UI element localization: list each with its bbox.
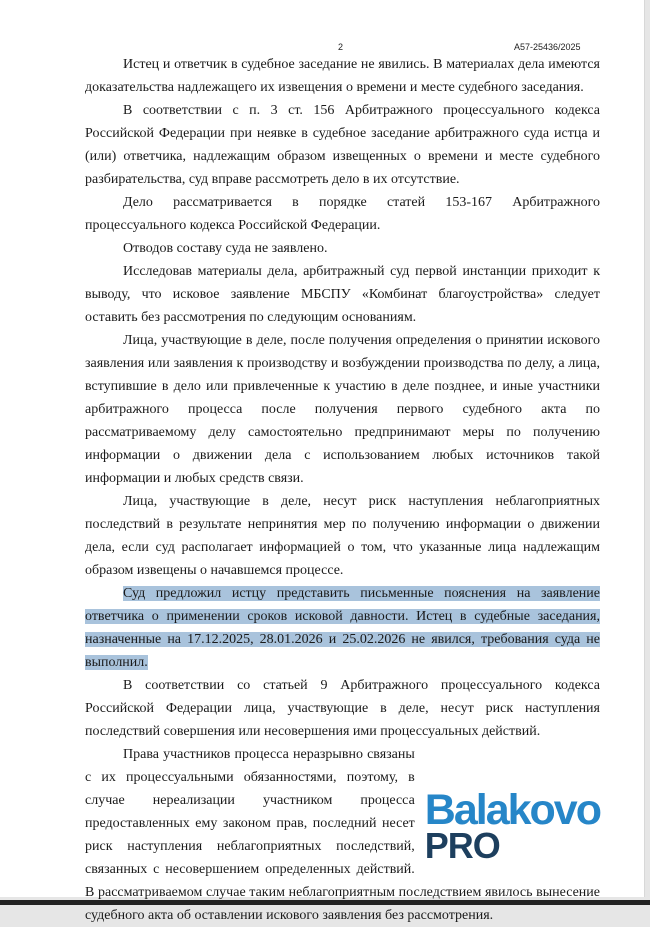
paragraph: Истец и ответчик в судебное заседание не явились. В материалах дела имеются доказательства надлежащего их извещения о времени и месте судебного заседания.: [85, 57, 600, 95]
logo-text-pro: PRO: [424, 825, 500, 866]
paragraph: В соответствии с п. 3 ст. 156 Арбитражного процессуального кодекса Российской Федерации при неявке в судебное заседание арбитражного суда истца и (или) ответчика, надлежащим образом извещенных о времени и месте судебного разбирательства, суд вправе рассмотреть дело в их отсутствие.: [85, 103, 600, 187]
paragraph: Исследовав материалы дела, арбитражный суд первой инстанции приходит к выводу, что исковое заявление МБСПУ «Комбинат благоустройства» следует оставить без рассмотрения по следующим основаниям.: [85, 264, 600, 325]
bottom-edge: [0, 900, 650, 905]
page-number: 2: [338, 42, 344, 52]
case-number: А57-25436/2025: [514, 42, 581, 52]
document-body: [85, 53, 600, 927]
logo-text-balakovo: Balakovo: [424, 786, 600, 834]
paragraph: В соответствии со статьей 9 Арбитражного процессуального кодекса Российской Федерации лица, участвующие в деле, несут риск наступления последствий совершения или несовершения ими процессуальных действий.: [85, 678, 600, 739]
text-selection[interactable]: Суд предложил истцу представить письменные пояснения на заявление ответчика о применении сроков исковой давности. Истец в судебные заседания, назначенные на 17.12.2025, 28.01.2026 и 25.02.2026 не явился, требования суда не выполнил.: [85, 586, 600, 670]
paragraph-text: Права участников процесса неразрывно связаны с их процессуальными обязанностями, поэтому, в случае нереализации участником процесса предоставленных ему законом прав, последний несет риск наступления неблагоприятных последствий, связанных с несовершением определенных действий. В рассматриваемом случае таким неблагоприятным последствием явилось вынесение судебного акта об оставлении искового заявления без рассмотрения.: [85, 747, 600, 923]
paragraph: Лица, участвующие в деле, после получения определения о принятии искового заявления или заявления к производству и возбуждении производства по делу, а лица, вступившие в дело или привлеченные к участию в деле позднее, и иные участники арбитражного процесса после получения первого судебного акта по рассматриваемому делу самостоятельно предпринимают меры по получению информации о движении дела с использованием любых источников такой информации и любых средств связи.: [85, 333, 600, 486]
watermark-logo: [424, 786, 600, 866]
paragraph: Дело рассматривается в порядке статей 153-167 Арбитражного процессуального кодекса Российской Федерации.: [85, 195, 600, 233]
highlighted-paragraph[interactable]: [85, 582, 600, 674]
paragraph: Отводов составу суда не заявлено.: [123, 241, 328, 256]
paragraph: Лица, участвующие в деле, несут риск наступления неблагоприятных последствий в результате непринятия мер по получению информации о движении дела, если суд располагает информацией о том, что указанные лица надлежащим образом извещены о начавшемся процессе.: [85, 494, 600, 578]
